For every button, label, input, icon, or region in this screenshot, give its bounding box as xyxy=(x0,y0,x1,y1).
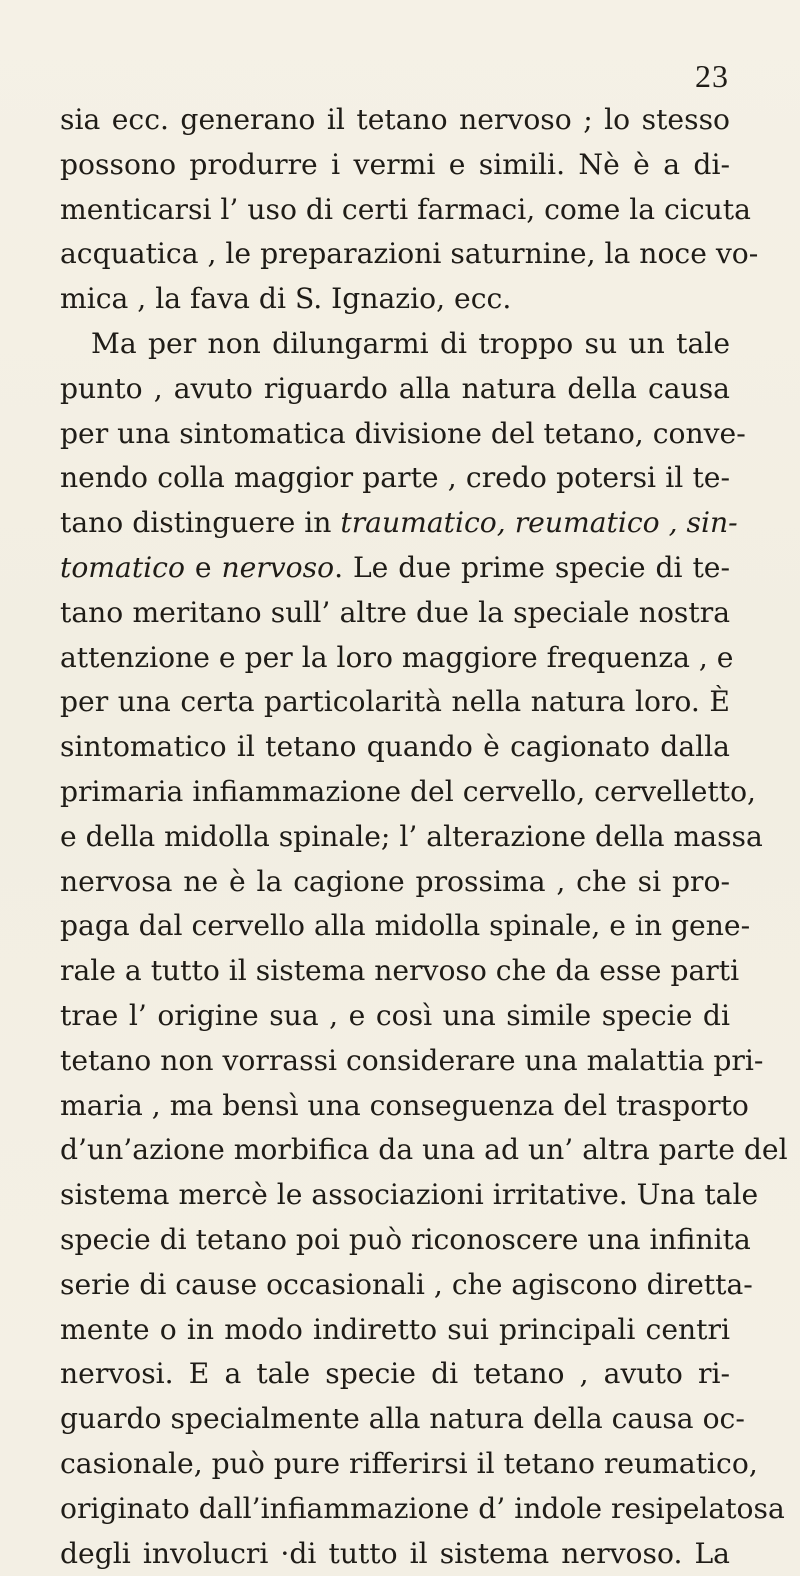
text-line: d’un’azione morbifica da una ad un’ altra parte del xyxy=(60,1128,730,1173)
text-line: per una sintomatica divisione del tetano, conve- xyxy=(60,412,730,457)
text-line: menticarsi l’ uso di certi farmaci, come la cicuta xyxy=(60,188,730,233)
text-line: sistema mercè le associazioni irritative. Una tale xyxy=(60,1173,730,1218)
text-line: Ma per non dilungarmi di troppo su un tale xyxy=(60,322,730,367)
text-line: tetano non vorrassi considerare una malattia pri- xyxy=(60,1039,730,1084)
text-line: guardo specialmente alla natura della causa oc- xyxy=(60,1397,730,1442)
page-number: 23 xyxy=(695,60,729,92)
emphasized-text: nervoso xyxy=(221,551,334,584)
text-line: nendo colla maggior parte , credo potersi il te- xyxy=(60,456,730,501)
body-text xyxy=(60,98,730,1576)
text-line: specie di tetano poi può riconoscere una infinita xyxy=(60,1218,730,1263)
text-line: sintomatico il tetano quando è cagionato dalla xyxy=(60,725,730,770)
text-line: paga dal cervello alla midolla spinale, e in gene- xyxy=(60,904,730,949)
text-line: serie di cause occasionali , che agiscono diretta- xyxy=(60,1263,730,1308)
text-line xyxy=(60,546,730,591)
text-line: nervosi. E a tale specie di tetano , avuto ri- xyxy=(60,1352,730,1397)
text-line: acquatica , le preparazioni saturnine, la noce vo- xyxy=(60,232,730,277)
text-line: per una certa particolarità nella natura loro. È xyxy=(60,680,730,725)
text-line: primaria infiammazione del cervello, cervelletto, xyxy=(60,770,730,815)
text-line: casionale, può pure rifferirsi il tetano reumatico, xyxy=(60,1442,730,1487)
text-line xyxy=(60,501,730,546)
text-line: mente o in modo indiretto sui principali centri xyxy=(60,1308,730,1353)
text-span: . Le due prime specie di te- xyxy=(334,551,730,584)
emphasized-text: tomatico xyxy=(60,551,185,584)
text-line: sia ecc. generano il tetano nervoso ; lo stesso xyxy=(60,98,730,143)
text-line: attenzione e per la loro maggiore frequenza , e xyxy=(60,636,730,681)
text-span: tano distinguere in xyxy=(60,506,340,539)
text-line: trae l’ origine sua , e così una simile specie di xyxy=(60,994,730,1039)
text-line: possono produrre i vermi e simili. Nè è a di- xyxy=(60,143,730,188)
text-line: rale a tutto il sistema nervoso che da esse parti xyxy=(60,949,730,994)
text-span: e xyxy=(185,551,222,584)
text-line: e della midolla spinale; l’ alterazione della massa xyxy=(60,815,730,860)
text-line: maria , ma bensì una conseguenza del trasporto xyxy=(60,1084,730,1129)
text-line: originato dall’infiammazione d’ indole resipelatosa xyxy=(60,1487,730,1532)
text-line: degli involucri ·di tutto il sistema nervoso. La xyxy=(60,1532,730,1576)
text-line: nervosa ne è la cagione prossima , che si pro- xyxy=(60,860,730,905)
emphasized-text: traumatico, reumatico , sin- xyxy=(340,506,737,539)
text-line: mica , la fava di S. Ignazio, ecc. xyxy=(60,277,730,322)
text-line: punto , avuto riguardo alla natura della causa xyxy=(60,367,730,412)
text-line: tano meritano sull’ altre due la speciale nostra xyxy=(60,591,730,636)
